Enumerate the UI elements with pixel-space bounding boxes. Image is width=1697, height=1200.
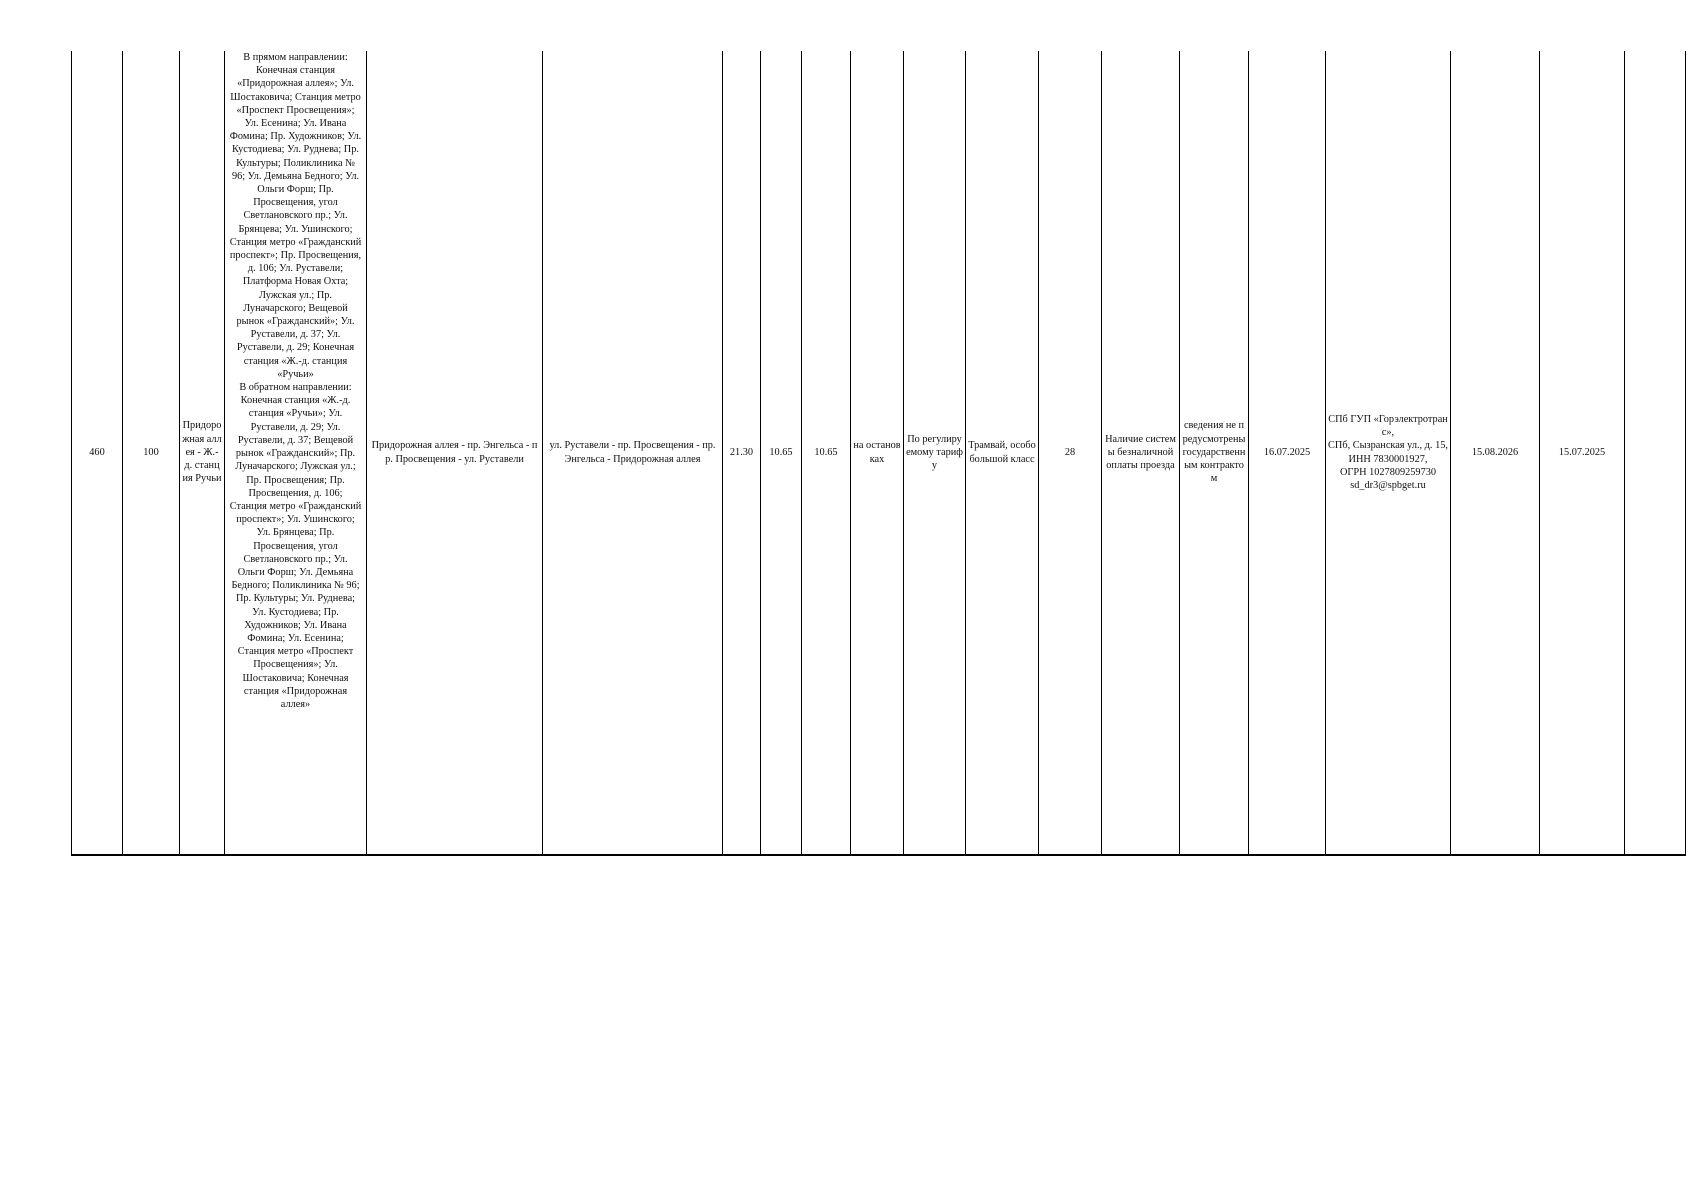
- length-total-cell: 21.30: [723, 51, 761, 855]
- route-name-cell: Придорожная аллея - Ж.-д. станция Ручьи: [180, 51, 225, 855]
- contract-info-cell: сведения не предусмотрены государственным контрактом: [1180, 51, 1249, 855]
- start-date-cell: 16.07.2025: [1249, 51, 1326, 855]
- streets-forward-cell: Придорожная аллея - пр. Энгельса - пр. Просвещения - ул. Руставели: [367, 51, 543, 855]
- length-forward-cell: 10.65: [761, 51, 802, 855]
- route-number-cell: 100: [123, 51, 180, 855]
- contract-end-date-cell: 15.08.2026: [1451, 51, 1540, 855]
- stops-forward: В прямом направлении: Конечная станция «Придорожная аллея»; Ул. Шостаковича; Станция метро «Проспект Просвещения»; Ул. Есенина; Ул. Ивана Фомина; Пр. Художников; Ул. Кустодиева; Ул. Руднева; Пр. Культуры; Поликлиника № 96; Ул. Демьяна Бедного; Ул. Ольги Форш; Пр. Просвещения, угол Светлановского пр.; Ул. Брянцева; Ул. Ушинского; Станция метро «Гражданский проспект»; Пр. Просвещения, д. 106; Ул. Руставели; Платформа Новая Охта; Лужская ул.; Пр. Луначарского; Вещевой рынок «Гражданский»; Ул. Руставели, д. 37; Ул. Руставели, д. 29; Конечная станция «Ж.-д. станция «Ручьи»: [229, 52, 362, 380]
- carrier-name: СПб ГУП «Горэлектротранс»,: [1328, 413, 1448, 439]
- stops-cell: [225, 51, 367, 855]
- carrier-email: sd_dr3@spbget.ru: [1350, 479, 1426, 491]
- boarding-order-cell: на остановках: [851, 51, 904, 855]
- length-backward-cell: 10.65: [802, 51, 851, 855]
- carrier-address: СПб, Сызранская ул., д. 15,: [1328, 440, 1448, 452]
- tariff-type-cell: По регулируемому тарифу: [904, 51, 966, 855]
- vehicle-type-cell: Трамвай, особо большой класс: [966, 51, 1039, 855]
- route-registry-table: [71, 51, 1686, 856]
- extra-cell: [1625, 51, 1686, 855]
- table-row: [72, 51, 1686, 855]
- carrier-ogrn: ОГРН 1027809259730: [1339, 466, 1437, 478]
- features-cell: Наличие системы безналичной оплаты проезда: [1102, 51, 1180, 855]
- vehicle-count-cell: 28: [1039, 51, 1102, 855]
- streets-backward-cell: ул. Руставели - пр. Просвещения - пр. Энгельса - Придорожная аллея: [543, 51, 723, 855]
- carrier-cell: [1326, 51, 1451, 855]
- contract-start-date-cell: 15.07.2025: [1540, 51, 1625, 855]
- stops-backward: В обратном направлении: Конечная станция «Ж.-д. станция «Ручьи»; Ул. Руставели, д. 29; Ул. Руставели, д. 37; Вещевой рынок «Гражданский»; Пр. Луначарского; Лужская ул.; Пр. Просвещения; Пр. Просвещения, д. 106; Станция метро «Гражданский проспект»; Ул. Ушинского; Ул. Брянцева; Пр. Просвещения, угол Светлановского пр.; Ул. Ольги Форш; Ул. Демьяна Бедного; Поликлиника № 96; Пр. Культуры; Ул. Руднева; Ул. Кустодиева; Пр. Художников; Ул. Ивана Фомина; Ул. Есенина; Станция метро «Проспект Просвещения»; Ул. Шостаковича; Конечная станция «Придорожная аллея»: [229, 382, 362, 710]
- reg-number-cell: 460: [72, 51, 123, 855]
- carrier-inn: ИНН 7830001927,: [1348, 453, 1428, 465]
